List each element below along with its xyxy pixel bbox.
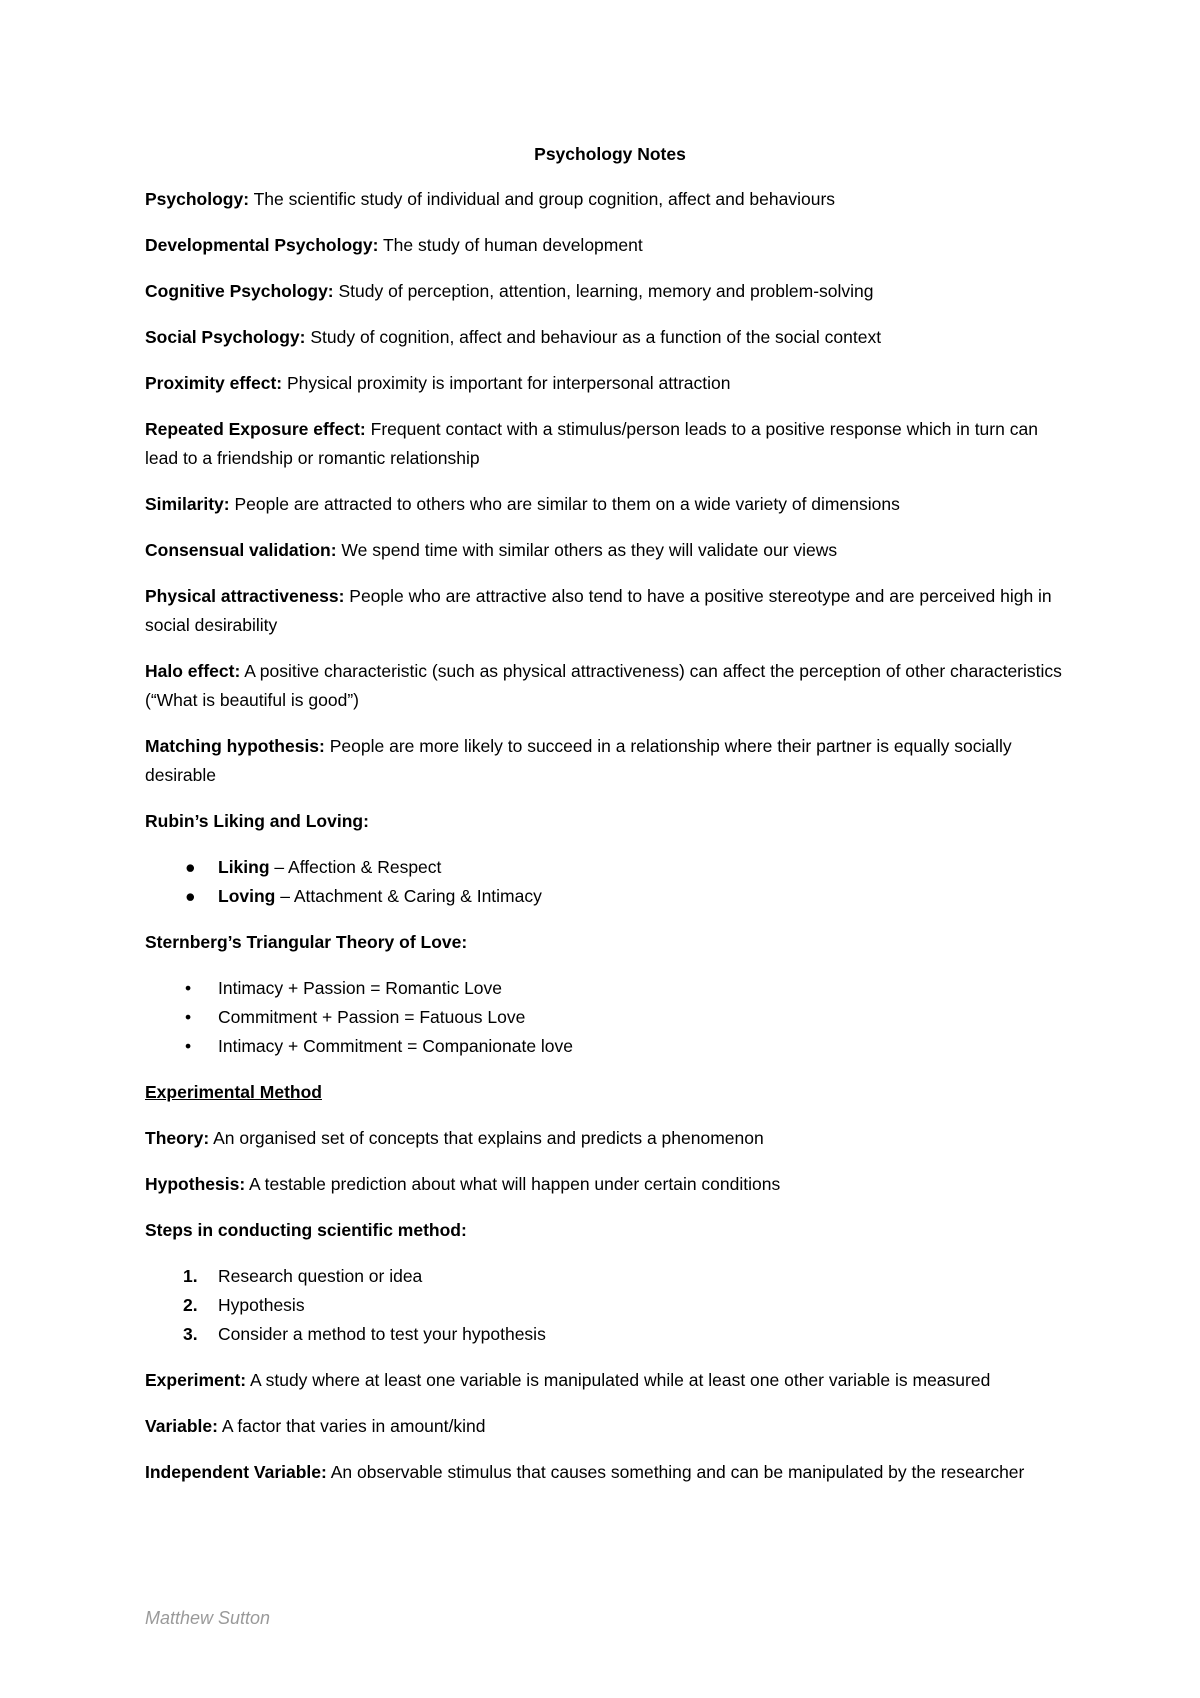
definition-cognitive-psychology <box>145 277 1075 306</box>
list-item <box>145 853 1075 882</box>
list-item <box>145 882 1075 911</box>
definition-hypothesis <box>145 1170 1075 1199</box>
definition-term: Cognitive Psychology: <box>145 281 334 301</box>
definition-psychology <box>145 185 1075 214</box>
definition-term: Consensual validation: <box>145 540 337 560</box>
definition-variable <box>145 1412 1075 1441</box>
section-heading: Rubin’s Liking and Loving: <box>145 811 369 831</box>
definition-term: Psychology: <box>145 189 250 209</box>
definition-term: Repeated Exposure effect: <box>145 419 366 439</box>
list-item-text: Consider a method to test your hypothesis <box>218 1324 546 1344</box>
definition-physical-attractiveness <box>145 582 1075 640</box>
bullet-icon: ● <box>185 886 196 906</box>
bullet-icon: • <box>185 1036 192 1056</box>
bullet-icon: ● <box>185 857 196 877</box>
list-item <box>145 974 1075 1003</box>
definition-term: Proximity effect: <box>145 373 283 393</box>
list-number: 3. <box>183 1324 198 1344</box>
definition-consensual-validation <box>145 536 1075 565</box>
definition-experiment <box>145 1366 1075 1395</box>
definition-text: An organised set of concepts that explains and predicts a phenomenon <box>209 1128 764 1148</box>
definition-text: A study where at least one variable is manipulated while at least one other variable is measured <box>246 1370 991 1390</box>
definition-text: A positive characteristic (such as physical attractiveness) can affect the perception of other characteristics (“What is beautiful is good”) <box>145 661 1062 710</box>
definition-text: Frequent contact with a stimulus/person leads to a positive response which in turn can lead to a friendship or romantic relationship <box>145 419 1038 468</box>
list-item-text: Intimacy + Passion = Romantic Love <box>218 978 503 998</box>
definition-similarity <box>145 490 1075 519</box>
definition-repeated-exposure-effect <box>145 415 1075 473</box>
definition-text: A factor that varies in amount/kind <box>217 1416 486 1436</box>
list-item <box>145 1291 1075 1320</box>
definition-text: The study of human development <box>378 235 643 255</box>
definition-term: Theory: <box>145 1128 210 1148</box>
experimental-method-heading: Experimental Method <box>145 1082 322 1102</box>
definition-term: Experiment: <box>145 1370 247 1390</box>
definition-text: People are more likely to succeed in a relationship where their partner is equally socially desirable <box>145 736 1012 785</box>
list-item-term: Loving <box>218 886 276 906</box>
list-item-text: Research question or idea <box>218 1266 423 1286</box>
definition-term: Halo effect: <box>145 661 241 681</box>
page-title: Psychology Notes <box>534 144 686 164</box>
rubin-list <box>145 853 1075 911</box>
definition-matching-hypothesis <box>145 732 1075 790</box>
definition-text: People are attracted to others who are similar to them on a wide variety of dimensions <box>229 494 900 514</box>
definition-independent-variable <box>145 1458 1075 1487</box>
document-page <box>145 140 1075 1504</box>
definition-term: Physical attractiveness: <box>145 586 345 606</box>
definition-social-psychology <box>145 323 1075 352</box>
steps-list <box>145 1262 1075 1349</box>
definition-text: A testable prediction about what will happen under certain conditions <box>245 1174 781 1194</box>
bullet-icon: • <box>185 1007 192 1027</box>
footer-author: Matthew Sutton <box>145 1608 271 1628</box>
definition-term: Developmental Psychology: <box>145 235 379 255</box>
sternberg-heading <box>145 928 1075 957</box>
list-item-text: – Affection & Respect <box>269 857 442 877</box>
list-item <box>145 1262 1075 1291</box>
list-item <box>145 1032 1075 1061</box>
definition-text: An observable stimulus that causes something and can be manipulated by the researcher <box>326 1462 1025 1482</box>
definition-text: We spend time with similar others as they will validate our views <box>336 540 838 560</box>
list-number: 2. <box>183 1295 198 1315</box>
definition-text: Study of perception, attention, learning, memory and problem-solving <box>333 281 874 301</box>
definition-term: Hypothesis: <box>145 1174 246 1194</box>
steps-heading <box>145 1216 1075 1245</box>
section-heading: Steps in conducting scientific method: <box>145 1220 467 1240</box>
list-item <box>145 1003 1075 1032</box>
list-item-term: Liking <box>218 857 270 877</box>
bullet-icon: • <box>185 978 192 998</box>
definition-term: Matching hypothesis: <box>145 736 325 756</box>
sternberg-list <box>145 974 1075 1061</box>
definition-proximity-effect <box>145 369 1075 398</box>
definition-term: Social Psychology: <box>145 327 306 347</box>
definition-text: People who are attractive also tend to have a positive stereotype and are perceived high in social desirability <box>145 586 1052 635</box>
rubin-heading <box>145 807 1075 836</box>
definition-term: Variable: <box>145 1416 218 1436</box>
definition-term: Independent Variable: <box>145 1462 327 1482</box>
list-item <box>145 1320 1075 1349</box>
section-heading: Sternberg’s Triangular Theory of Love: <box>145 932 468 952</box>
definition-text: Physical proximity is important for interpersonal attraction <box>282 373 731 393</box>
definition-halo-effect <box>145 657 1075 715</box>
definition-developmental-psychology <box>145 231 1075 260</box>
list-item-text: – Attachment & Caring & Intimacy <box>275 886 542 906</box>
definition-term: Similarity: <box>145 494 230 514</box>
definition-text: Study of cognition, affect and behaviour as a function of the social context <box>305 327 882 347</box>
list-item-text: Commitment + Passion = Fatuous Love <box>218 1007 526 1027</box>
list-item-text: Intimacy + Commitment = Companionate love <box>218 1036 574 1056</box>
list-number: 1. <box>183 1266 198 1286</box>
definition-text: The scientific study of individual and group cognition, affect and behaviours <box>249 189 836 209</box>
list-item-text: Hypothesis <box>218 1295 305 1315</box>
definition-theory <box>145 1124 1075 1153</box>
